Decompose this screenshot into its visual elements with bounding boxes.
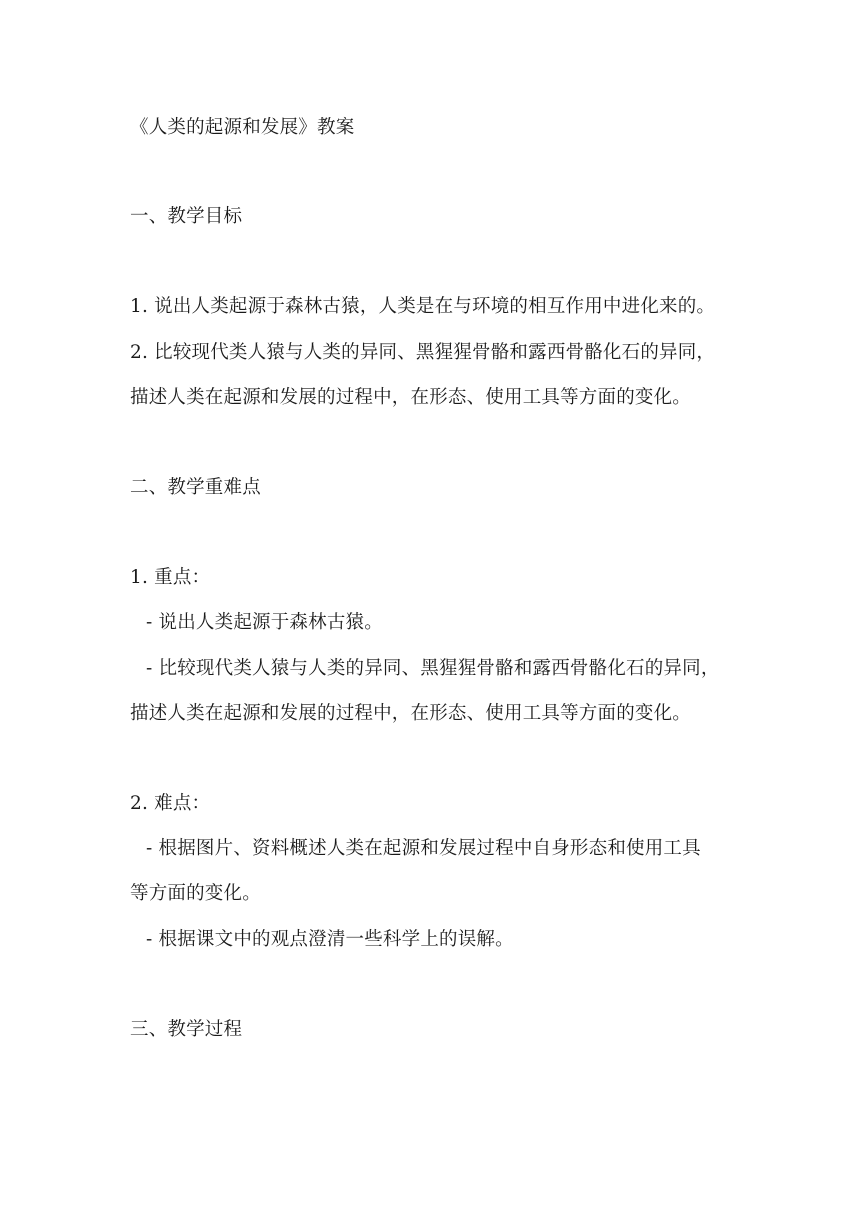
- key-points-label: 1. 重点：: [130, 567, 211, 588]
- objective-item-2-line-2: 描述人类在起源和发展的过程中，在形态、使用工具等方面的变化。: [130, 387, 692, 408]
- difficulty-2: - 根据课文中的观点澄清一些科学上的误解。: [146, 929, 514, 950]
- key-point-2-line-2: 描述人类在起源和发展的过程中，在形态、使用工具等方面的变化。: [130, 703, 692, 724]
- difficulty-1-line-1: - 根据图片、资料概述人类在起源和发展过程中自身形态和使用工具: [146, 838, 701, 859]
- document-title: 《人类的起源和发展》教案: [130, 117, 355, 138]
- key-point-1: - 说出人类起源于森林古猿。: [146, 612, 383, 633]
- section-heading-objectives: 一、教学目标: [130, 206, 243, 227]
- objective-item-2-line-1: 2. 比较现代类人猿与人类的异同、黑猩猩骨骼和露西骨骼化石的异同，: [130, 342, 716, 363]
- objective-item-1: 1. 说出人类起源于森林古猿，人类是在与环境的相互作用中进化来的。: [130, 296, 716, 317]
- difficulty-1-line-2: 等方面的变化。: [130, 883, 261, 904]
- difficulties-label: 2. 难点：: [130, 793, 211, 814]
- section-heading-process: 三、教学过程: [130, 1019, 243, 1040]
- section-heading-key-points: 二、教学重难点: [130, 477, 261, 498]
- key-point-2-line-1: - 比较现代类人猿与人类的异同、黑猩猩骨骼和露西骨骼化石的异同，: [146, 658, 720, 679]
